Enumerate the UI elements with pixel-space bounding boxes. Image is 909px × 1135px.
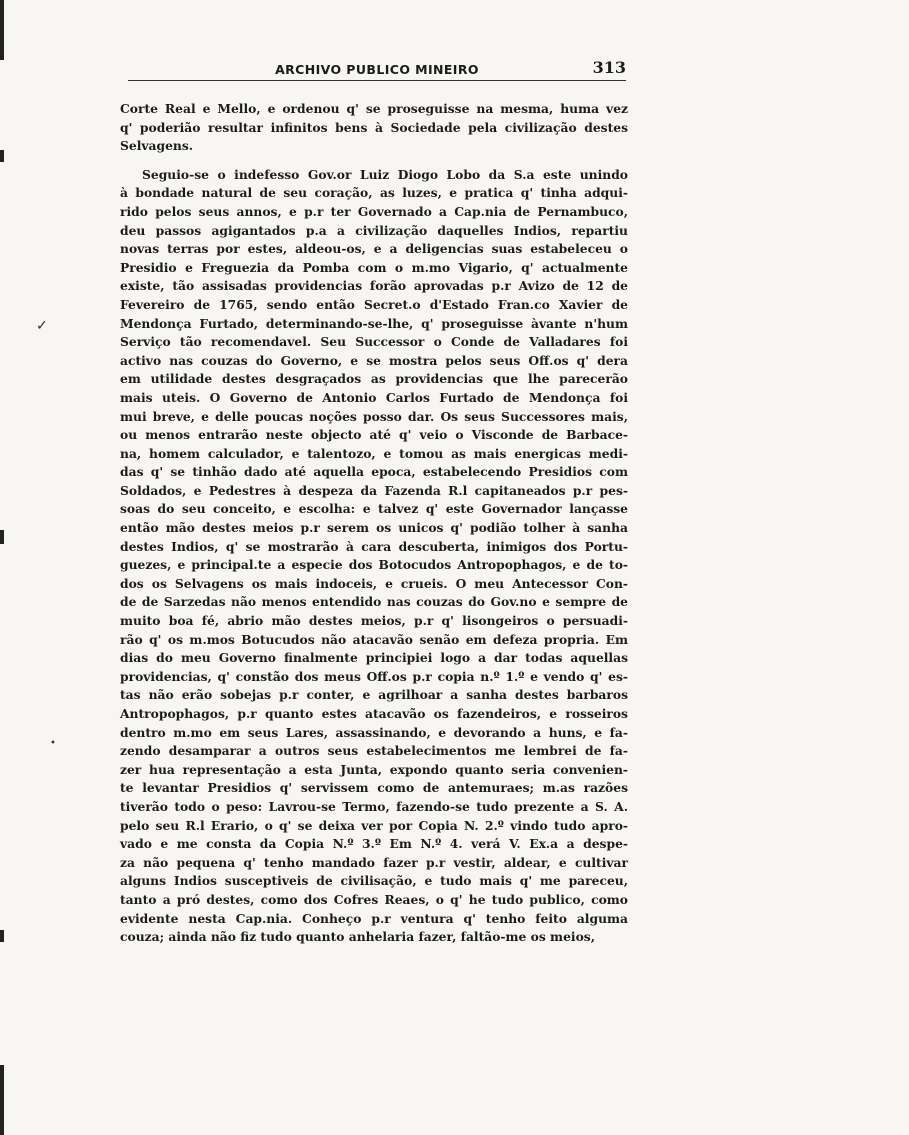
text-line: Presidio e Freguezia da Pomba com o m.mo Vigario, q' actualmente [120,259,628,275]
text-line: dias do meu Governo finalmente principiei logo a dar todas aquellas [120,650,628,666]
text-line: alguns Indios susceptiveis de civilisação, e tudo mais q' me pareceu, [120,873,628,889]
text-line: rão q' os m.mos Botucudos não atacavão senão em defeza propria. Em [120,631,628,647]
text-line: q' poderião resultar infinitos bens à Sociedade pela civilização destes [120,119,628,135]
running-header [128,58,626,80]
text-line: Mendonça Furtado, determinando-se-lhe, q' proseguisse àvante n'hum [120,315,628,331]
scan-edge-mark [0,150,4,162]
text-line: guezes, e principal.te a especie dos Botocudos Antropophagos, e de to- [120,557,628,573]
page-number: 313 [592,58,626,77]
text-line: tiverão todo o peso: Lavrou-se Termo, fazendo-se tudo prezente a S. A. [120,798,628,814]
paragraph-1 [120,100,628,156]
text-line: zer hua representação a esta Junta, expondo quanto seria convenien- [120,761,628,777]
scan-edge-mark [0,0,4,60]
text-line: então mão destes meios p.r serem os unicos q' podião tolher à sanha [120,520,628,536]
text-line: Serviço tão recomendavel. Seu Successor o Conde de Valladares foi [120,334,628,350]
paragraph-2 [120,166,628,947]
page-body [120,100,628,947]
text-line: za não pequena q' tenho mandado fazer p.r vestir, aldear, e cultivar [120,854,628,870]
paragraph-gap [120,156,628,166]
text-line: existe, tão assisadas providencias forão aprovadas p.r Avizo de 12 de [120,278,628,294]
text-line: na, homem calculador, e talentozo, e tomou as mais energicas medi- [120,445,628,461]
text-line: Fevereiro de 1765, sendo então Secret.o d'Estado Fran.co Xavier de [120,296,628,312]
scan-edge-mark [0,530,4,544]
text-line: te levantar Presidios q' servissem como de antemuraes; m.as razões [120,780,628,796]
text-line: à bondade natural de seu coração, as luzes, e pratica q' tinha adqui- [120,185,628,201]
text-line: dentro m.mo em seus Lares, assassinando, e devorando a huns, e fa- [120,724,628,740]
scan-edge-mark [0,930,4,942]
text-line: Seguio-se o indefesso Gov.or Luiz Diogo Lobo da S.a este unindo [142,166,628,182]
text-line: providencias, q' constão dos meus Off.os p.r copia n.º 1.º e vendo q' es- [120,668,628,684]
text-line: muito boa fé, abrio mão destes meios, p.r q' lisongeiros o persuadi- [120,613,628,629]
journal-title: ARCHIVO PUBLICO MINEIRO [275,62,479,77]
text-line: activo nas couzas do Governo, e se mostra pelos seus Off.os q' dera [120,352,628,368]
scan-edge-mark [0,1065,4,1135]
text-line: Selvagens. [120,138,194,154]
stray-mark: • [50,738,56,749]
text-line: de de Sarzedas não menos entendido nas couzas do Gov.no e sempre de [120,594,628,610]
text-line: pelo seu R.l Erario, o q' se deixa ver por Copia N. 2.º vindo tudo apro- [120,817,628,833]
text-line: destes Indios, q' se mostrarão à cara descuberta, inimigos dos Portu- [120,538,628,554]
text-line: vado e me consta da Copia N.º 3.º Em N.º 4. verá V. Ex.a a despe- [120,836,628,852]
text-line: deu passos agigantados p.a a civilização daquelles Indios, repartiu [120,222,628,238]
text-line: couza; ainda não fiz tudo quanto anhelaria fazer, faltão-me os meios, [120,929,595,945]
text-line: dos os Selvagens os mais indoceis, e crueis. O meu Antecessor Con- [120,575,628,591]
text-line: zendo desamparar a outros seus estabelecimentos me lembrei de fa- [120,743,628,759]
text-line: soas do seu conceito, e escolha: e talvez q' este Governador lançasse [120,501,628,517]
text-line: novas terras por estes, aldeou-os, e a deligencias suas estabeleceu o [120,241,628,257]
text-line: tas não erão sobejas p.r conter, e agrilhoar a sanha destes barbaros [120,687,628,703]
text-line: das q' se tinhão dado até aquella epoca, estabelecendo Presidios com [120,464,628,480]
text-line: mui breve, e delle poucas noções posso dar. Os seus Successores mais, [120,408,628,424]
header-rule [128,80,626,81]
text-line: mais uteis. O Governo de Antonio Carlos Furtado de Mendonça foi [120,389,628,405]
text-line: tanto a pró destes, como dos Cofres Reaes, o q' he tudo publico, como [120,891,628,907]
text-line: Soldados, e Pedestres à despeza da Fazenda R.l capitaneados p.r pes- [120,482,628,498]
text-line: ou menos entrarão neste objecto até q' veio o Visconde de Barbace- [120,427,628,443]
text-line: Antropophagos, p.r quanto estes atacavão os fazendeiros, e rosseiros [120,706,628,721]
text-line: evidente nesta Cap.nia. Conheço p.r ventura q' tenho feito alguma [120,910,628,926]
stray-mark: ✓ [36,318,48,334]
text-line: Corte Real e Mello, e ordenou q' se proseguisse na mesma, huma vez [120,101,628,116]
text-line: em utilidade destes desgraçados as providencias que lhe parecerão [120,371,628,387]
text-line: rido pelos seus annos, e p.r ter Governado a Cap.nia de Pernambuco, [120,203,628,219]
